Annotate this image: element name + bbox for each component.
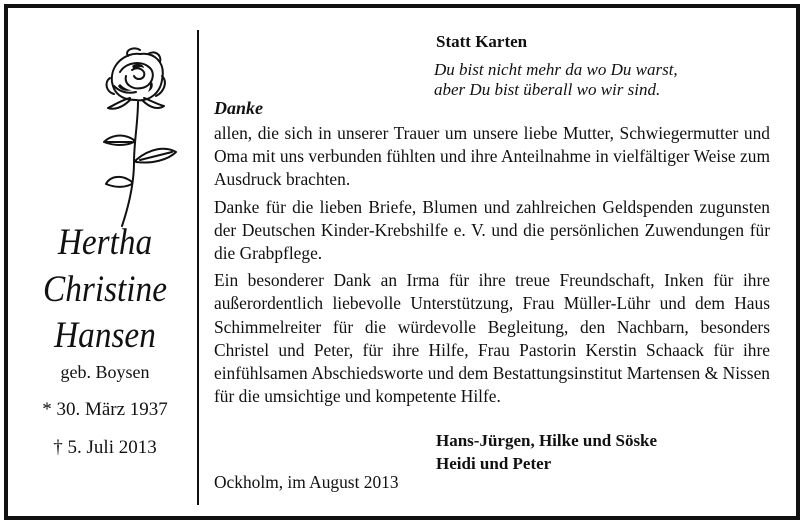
thanks-paragraph-1: allen, die sich in unserer Trauer um unsere liebe Mutter, Schwiegermutter und Oma mit uns verbunden fühlten und ihre Anteilnahme in vielfältiger Weise zum Ausdruck brachten. — [214, 123, 770, 190]
birth-date: * 30. März 1937 — [42, 398, 168, 420]
deceased-last-name: Hansen — [54, 315, 156, 357]
motto — [434, 60, 678, 100]
signers — [436, 429, 657, 475]
notice-heading: Statt Karten — [436, 32, 528, 51]
thanks-paragraph-3: Ein besonderer Dank an Irma für ihre treue Freundschaft, Inken für ihre außerordentlich liebevolle Unterstützung, Frau Müller-Lühr und dem Haus Schimmelreiter für die würdevolle Begleitung, den Nachbarn, besonders Christel und Peter, für ihre Hilfe, Frau Pastorin Kerstin Schaack für ihre einfühlsamen Abschiedsworte und dem Bestattungsinstitut Martensen & Nissen für die umsichtige und kompetente Hilfe. — [214, 270, 770, 407]
birth-name: geb. Boysen — [60, 361, 150, 382]
rose-icon — [92, 42, 188, 232]
column-divider — [197, 30, 199, 505]
motto-line-2: aber Du bist überall wo wir sind. — [434, 80, 661, 99]
thanks-title: Danke — [214, 98, 263, 118]
deceased-first-name: Hertha — [57, 222, 153, 263]
thanks-body — [214, 122, 770, 412]
place-date: Ockholm, im August 2013 — [214, 472, 399, 492]
deceased-middle-name: Christine — [43, 268, 167, 310]
death-date: † 5. Juli 2013 — [53, 436, 157, 458]
motto-line-1: Du bist nicht mehr da wo Du warst, — [434, 60, 678, 79]
signers-line-1: Hans-Jürgen, Hilke und Söske — [436, 431, 658, 450]
signers-line-2: Heidi und Peter — [436, 454, 552, 473]
deceased-name-block — [20, 220, 190, 460]
thanks-paragraph-2: Danke für die lieben Briefe, Blumen und zahlreichen Geldspenden zugunsten der Deutschen Kinder-Krebshilfe e. V. und die persönlichen Zuwendungen für die Grabpflege. — [214, 196, 770, 264]
deceased-column — [20, 30, 190, 500]
